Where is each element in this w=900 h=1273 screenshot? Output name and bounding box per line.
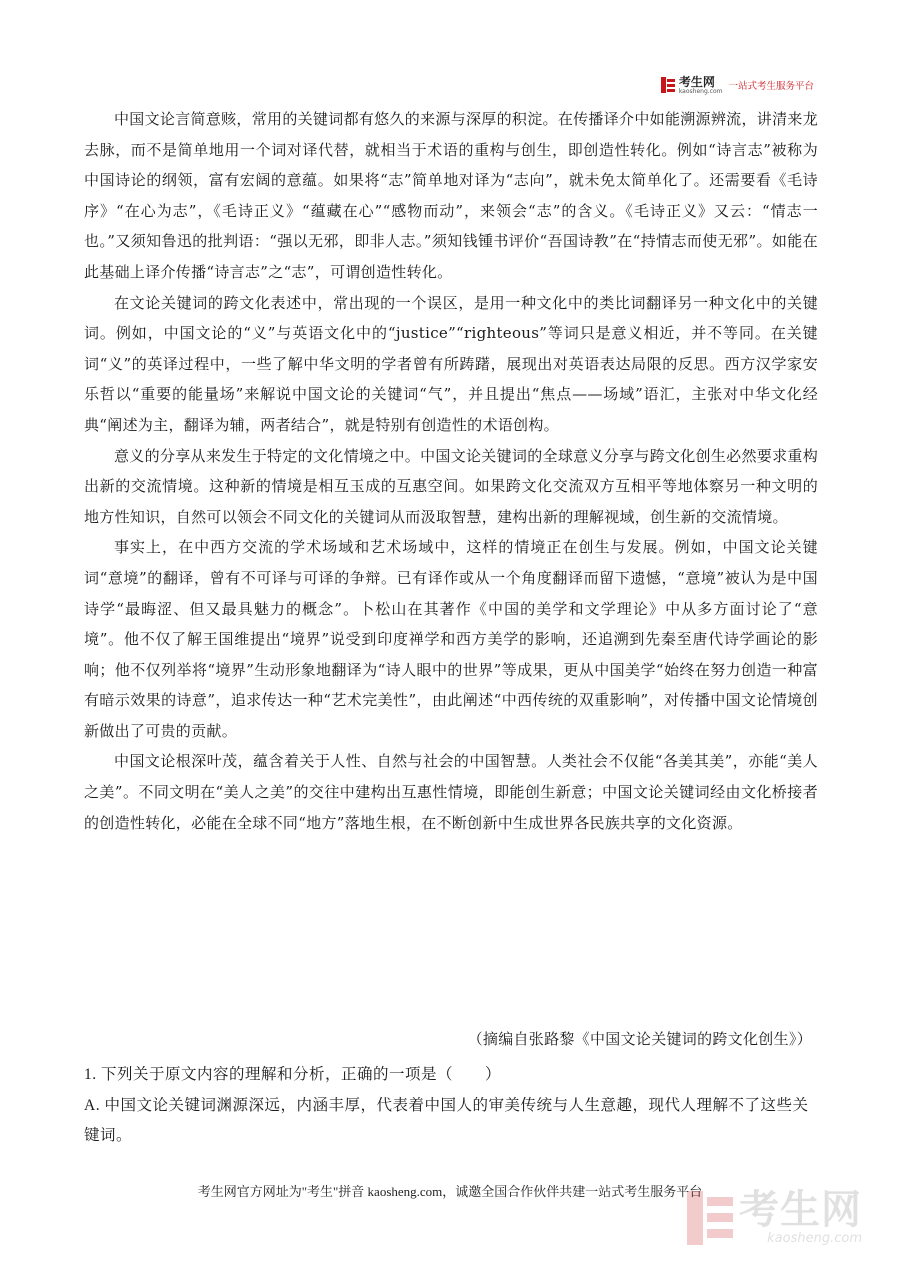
question-block bbox=[84, 1060, 818, 1152]
logo-domain: kaosheng.com bbox=[678, 87, 723, 95]
watermark-wordmark bbox=[739, 1187, 862, 1246]
question-option-a: A. 中国文论关键词渊源深远，内涵丰厚，代表着中国人的审美传统与人生意趣，现代人理解不了这些关键词。 bbox=[84, 1096, 809, 1144]
article-paragraph: 中国文论言简意赅，常用的关键词都有悠久的来源与深厚的积淀。在传播译介中如能溯源辨流，讲清来龙去脉，而不是简单地用一个词对译代替，就相当于术语的重构与创生，即创造性转化。例如“诗言志”被称为中国诗论的纲领，富有宏阔的意蕴。如果将“志”简单地对译为“志向”，就未免太简单化了。还需要看《毛诗序》“在心为志”，《毛诗正义》“蕴藏在心”“感物而动”，来领会“志”的含义。《毛诗正义》又云：“情志一也。”又须知鲁迅的批判语：“强以无邪，即非人志。”须知钱锺书评价“吾国诗教”在“持情志而使无邪”。如能在此基础上译介传播“诗言志”之“志”，可谓创造性转化。 bbox=[84, 110, 818, 281]
watermark-domain: kaosheng.com bbox=[767, 1231, 862, 1246]
header-logo bbox=[661, 74, 814, 96]
article-paragraph: 事实上，在中西方交流的学术场域和艺术场域中，这样的情境正在创生与发展。例如，中国文论关键词“意境”的翻译，曾有不可译与可译的争辩。已有译作或从一个角度翻译而留下遗憾，“意境”被认为是中国诗学“最晦涩、但又最具魅力的概念”。卜松山在其著作《中国的美学和文学理论》中从多方面讨论了“意境”。他不仅了解王国维提出“境界”说受到印度禅学和西方美学的影响，还追溯到先秦至唐代诗学画论的影响；他不仅列举将“境界”生动形象地翻译为“诗人眼中的世界”等成果，更从中国美学“始终在努力创造一种富有暗示效果的诗意”，追求传达一种“艺术完美性”，由此阐述“中西传统的双重影响”，对传播中国文论情境创新做出了可贵的贡献。 bbox=[84, 538, 818, 740]
article-paragraph: 中国文论根深叶茂，蕴含着关于人性、自然与社会的中国智慧。人类社会不仅能“各美其美”，亦能“美人之美”。不同文明在“美人之美”的交往中建构出互惠性情境，即能创生新意；中国文论关键词经由文化桥接者的创造性转化，必能在全球不同“地方”落地生根，在不断创新中生成世界各民族共享的文化资源。 bbox=[84, 752, 818, 832]
watermark-logo-icon bbox=[687, 1191, 733, 1245]
article-paragraph: 意义的分享从来发生于特定的文化情境之中。中国文论关键词的全球意义分享与跨文化创生必然要求重构出新的交流情境。这种新的情境是相互玉成的互惠空间。如果跨文化交流双方互相平等地体察另一种文明的地方性知识，自然可以领会不同文化的关键词从而汲取智慧，建构出新的理解视域，创生新的交流情境。 bbox=[84, 446, 818, 526]
article-source: （摘编自张路黎《中国文论关键词的跨文化创生》） bbox=[467, 1030, 812, 1048]
header-tagline: 一站式考生服务平台 bbox=[728, 81, 814, 92]
article-body bbox=[84, 104, 818, 838]
watermark-name: 考生网 bbox=[739, 1187, 862, 1233]
watermark bbox=[687, 1187, 862, 1246]
question-stem: 1. 下列关于原文内容的理解和分析，正确的一项是（ ） bbox=[84, 1066, 502, 1083]
kaosheng-logo-icon bbox=[661, 77, 675, 93]
logo-name: 考生网 bbox=[678, 74, 715, 89]
logo-wordmark bbox=[679, 76, 723, 95]
article-paragraph: 在文论关键词的跨文化表述中，常出现的一个误区，是用一种文化中的类比词翻译另一种文化中的关键词。例如，中国文论的“义”与英语文化中的“justice”“righteous”等词只是意义相近，并不等同。在关键词“义”的英译过程中，一些了解中华文明的学者曾有所踌躇，展现出对英语表达局限的反思。西方汉学家安乐哲以“重要的能量场”来解说中国文论的关键词“气”，并且提出“焦点——场域”语汇，主张对中华文化经典“阐述为主，翻译为辅，两者结合”，就是特别有创造性的术语创构。 bbox=[84, 293, 818, 434]
footer-text: 考生网官方网址为"考生"拼音 kaosheng.com，诚邀全国合作伙伴共建一站式考生服务平台 bbox=[197, 1184, 703, 1199]
